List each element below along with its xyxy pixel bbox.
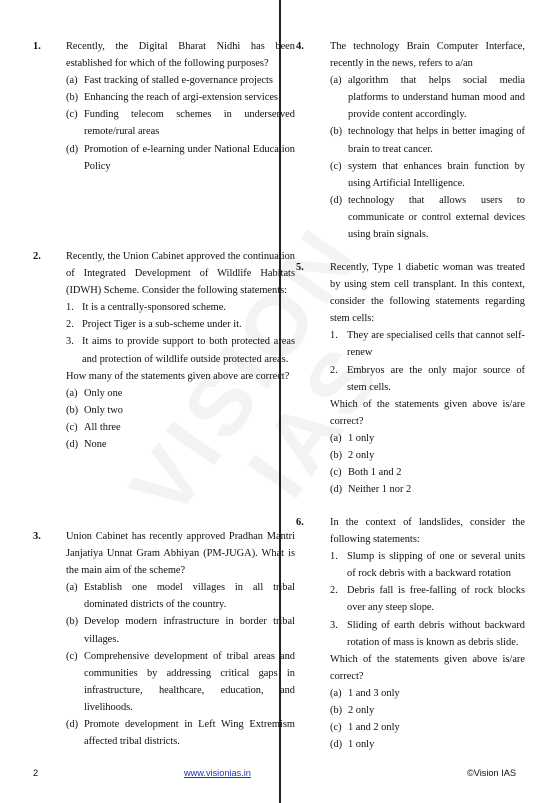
option-d[interactable] (330, 736, 525, 753)
option-d[interactable] (66, 141, 295, 175)
option-text: 1 and 3 only (348, 687, 400, 699)
option-text: Promotion of e-learning under National Education Policy (84, 143, 295, 172)
question-number: 1. (33, 41, 41, 52)
statement-label: 1. (330, 330, 338, 342)
statement-3 (66, 333, 295, 367)
statement-text: It aims to provide support to both protected areas and protection of wildlife outside protected areas. (82, 336, 295, 365)
option-text: Only one (84, 387, 123, 399)
option-b[interactable] (330, 447, 525, 464)
option-text: Funding telecom schemes in underserved remote/rural areas (84, 109, 295, 138)
option-b[interactable] (66, 613, 295, 647)
option-text: Comprehensive development of tribal areas and communities by addressing critical gaps in infrastructure, healthcare, education, and livelihoods. (84, 650, 295, 713)
option-text: 2 only (348, 705, 375, 717)
option-a[interactable] (66, 72, 295, 89)
option-d[interactable] (330, 481, 525, 498)
option-label: (b) (330, 450, 343, 462)
question-ask: How many of the statements given above are correct? (66, 370, 290, 382)
statement-label: 3. (330, 619, 338, 631)
statement-2 (66, 316, 295, 333)
option-label: (d) (66, 143, 79, 155)
statement-label: 1. (66, 302, 74, 314)
option-text: None (84, 439, 107, 451)
question-stem: In the context of landslides, consider the following statements: (330, 517, 525, 546)
statement-2 (330, 582, 525, 616)
option-label: (a) (330, 75, 342, 87)
option-label: (a) (330, 687, 342, 699)
statement-text: Slump is slipping of one or several units of rock debris with a backward rotation (347, 551, 525, 580)
option-text: 1 and 2 only (348, 722, 400, 734)
statement-label: 1. (330, 551, 338, 563)
option-d[interactable] (330, 192, 525, 243)
option-c[interactable] (330, 464, 525, 481)
option-label: (d) (66, 439, 79, 451)
option-a[interactable] (330, 72, 525, 123)
option-c[interactable] (66, 648, 295, 716)
website-link[interactable]: www.visionias.in (184, 768, 251, 778)
question-number: 5. (296, 262, 304, 273)
option-text: algorithm that helps social media platforms to understand human mood and provide content accordingly. (348, 75, 525, 121)
question-stem: The technology Brain Computer Interface, recently in the news, refers to a/an (330, 41, 525, 70)
option-text: 2 only (348, 450, 375, 462)
question-number: 2. (33, 251, 41, 262)
option-text: 1 only (348, 739, 375, 751)
option-d[interactable] (66, 716, 295, 750)
option-text: technology that allows users to communicate or control external devices using brain signals. (348, 194, 525, 241)
option-text: Neither 1 nor 2 (348, 484, 412, 496)
statement-text: Embryos are the only major source of stem cells. (347, 364, 525, 393)
option-c[interactable] (330, 719, 525, 736)
question-ask: Which of the statements given above is/are correct? (330, 653, 525, 682)
option-b[interactable] (330, 702, 525, 719)
statement-text: Sliding of earth debris without backward rotation of mass is known as debris slide. (347, 619, 525, 648)
option-label: (b) (66, 616, 79, 628)
question-stem: Recently, Type 1 diabetic woman was treated by using stem cell transplant. In this context, consider the following statements regarding stem cells: (330, 262, 525, 325)
option-label: (b) (66, 92, 79, 104)
option-label: (a) (330, 432, 342, 444)
question-number: 6. (296, 517, 304, 528)
option-label: (b) (330, 126, 343, 138)
question-stem: Union Cabinet has recently approved Pradhan Mantri Janjatiya Unnat Gram Abhiyan (PM-JUGA). What is the main aim of the scheme? (66, 531, 295, 577)
option-d[interactable] (66, 436, 295, 453)
option-label: (c) (66, 109, 78, 121)
option-label: (c) (66, 650, 78, 662)
option-label: (a) (66, 582, 78, 594)
option-a[interactable] (330, 430, 525, 447)
option-text: Only two (84, 404, 123, 416)
statement-label: 2. (330, 364, 338, 376)
statement-3 (330, 617, 525, 651)
option-label: (c) (330, 467, 342, 479)
option-text: Develop modern infrastructure in border tribal villages. (84, 616, 295, 645)
statement-label: 3. (66, 336, 74, 348)
option-a[interactable] (330, 685, 525, 702)
option-text: Establish one model villages in all tribal dominated districts of the country. (84, 582, 295, 611)
statement-2 (330, 362, 525, 396)
option-label: (a) (66, 75, 78, 87)
option-b[interactable] (66, 402, 295, 419)
option-text: technology that helps in better imaging of brain to treat cancer. (348, 126, 525, 155)
copyright: ©Vision IAS (467, 768, 516, 778)
option-b[interactable] (330, 123, 525, 157)
statement-text: Project Tiger is a sub-scheme under it. (82, 319, 242, 331)
option-text: Promote development in Left Wing Extremism affected tribal districts. (84, 719, 295, 748)
option-label: (c) (330, 722, 342, 734)
option-b[interactable] (66, 89, 295, 106)
option-text: Enhancing the reach of argi-extension services (84, 92, 278, 104)
option-a[interactable] (66, 385, 295, 402)
option-label: (a) (66, 387, 78, 399)
option-c[interactable] (330, 158, 525, 192)
option-text: Both 1 and 2 (348, 467, 402, 479)
option-text: system that enhances brain function by using Artificial Intelligence. (348, 160, 525, 189)
option-c[interactable] (66, 419, 295, 436)
statement-text: It is a centrally-sponsored scheme. (82, 302, 226, 314)
statement-label: 2. (66, 319, 74, 331)
statement-text: Debris fall is free-falling of rock blocks over any steep slope. (347, 585, 525, 614)
option-text: 1 only (348, 432, 375, 444)
question-number: 4. (296, 41, 304, 52)
option-c[interactable] (66, 106, 295, 140)
statement-1 (330, 548, 525, 582)
option-a[interactable] (66, 579, 295, 613)
option-label: (b) (66, 404, 79, 416)
option-label: (d) (330, 194, 343, 206)
option-label: (c) (66, 421, 78, 433)
question-ask: Which of the statements given above is/are correct? (330, 398, 525, 427)
option-label: (c) (330, 160, 342, 172)
page-number: 2 (33, 768, 39, 778)
statement-label: 2. (330, 585, 338, 597)
question-stem: Recently, the Union Cabinet approved the continuation of Integrated Development of Wildlife Habitats (IDWH) Scheme. Consider the following statements: (66, 251, 295, 297)
option-label: (d) (66, 719, 79, 731)
option-label: (d) (330, 739, 343, 751)
option-text: All three (84, 421, 121, 433)
statement-1 (66, 299, 295, 316)
option-label: (b) (330, 705, 343, 717)
option-label: (d) (330, 484, 343, 496)
question-number: 3. (33, 531, 41, 542)
statement-1 (330, 327, 525, 361)
question-stem: Recently, the Digital Bharat Nidhi has been established for which of the following purposes? (66, 41, 295, 70)
option-text: Fast tracking of stalled e-governance projects (84, 75, 273, 87)
statement-text: They are specialised cells that cannot self-renew (347, 330, 525, 359)
